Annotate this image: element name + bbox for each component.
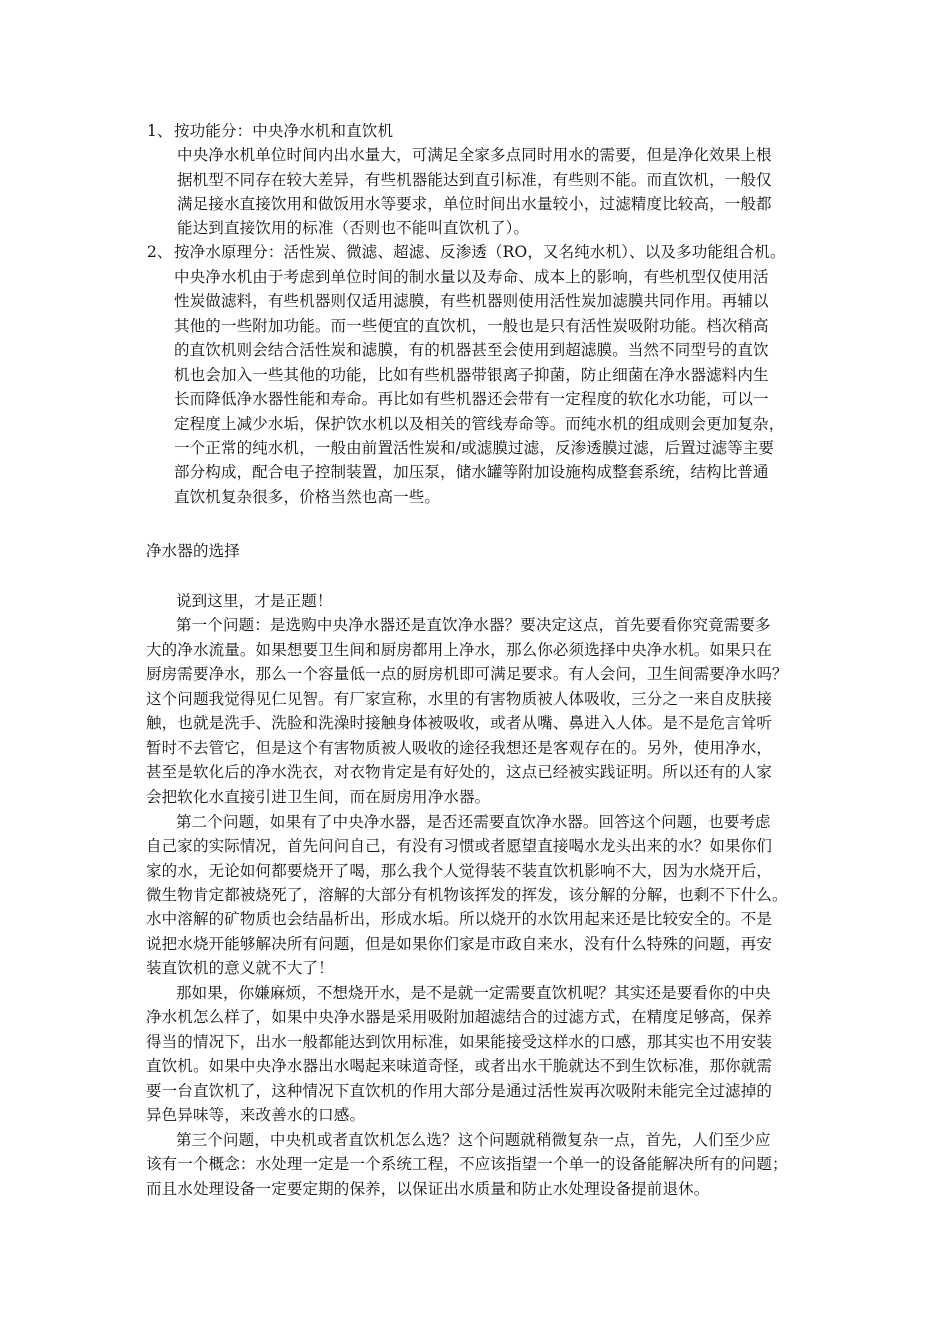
paragraph-line: 说把水烧开能够解决所有问题，但是如果你们家是市政自来水，没有什么特殊的问题，再安 — [146, 935, 773, 953]
paragraph-line: 大的净水流量。如果想要卫生间和厨房都用上净水，那么你必须选择中央净水机。如果只在 — [146, 641, 773, 659]
list-body-line: 中央净水机单位时间内出水量大，可满足全家多点同时用水的需要，但是净化效果上根 — [177, 146, 772, 164]
list-number: 1、 — [147, 122, 173, 140]
list-body-line: 满足接水直接饮用和做饭用水等要求，单位时间出水量较小，过滤精度比较高，一般都 — [177, 195, 772, 213]
paragraph-line: 第二个问题，如果有了中央净水器，是否还需要直饮净水器。回答这个问题，也要考虑 — [176, 813, 771, 831]
paragraph-line: 第一个问题：是选购中央净水器还是直饮净水器？要决定这点，首先要看你究竟需要多 — [176, 616, 771, 634]
paragraph-line: 水中溶解的矿物质也会结晶析出，形成水垢。所以烧开的水饮用起来还是比较安全的。不是 — [146, 910, 773, 928]
list-body-line: 机也会加入一些其他的功能，比如有些机器带银离子抑菌，防止细菌在净水器滤料内生 — [174, 366, 769, 384]
paragraph-line: 家的水，无论如何都要烧开了喝，那么我个人觉得装不装直饮机影响不大，因为水烧开后， — [146, 862, 773, 880]
section-title: 净水器的选择 — [146, 542, 240, 560]
paragraph-line: 净水机怎么样了，如果中央净水器是采用吸附加超滤结合的过滤方式，在精度足够高，保养 — [146, 1008, 773, 1026]
list-body-line: 能达到直接饮用的标准（否则也不能叫直饮机了）。 — [177, 219, 530, 237]
paragraph-line: 甚至是软化后的净水洗衣，对衣物肯定是有好处的，这点已经被实践证明。所以还有的人家 — [146, 763, 773, 781]
paragraph-line: 装直饮机的意义就不大了！ — [146, 959, 334, 977]
paragraph-line: 暂时不去管它，但是这个有害物质被人吸收的途径我想还是客观存在的。另外，使用净水， — [146, 739, 773, 757]
paragraph-line: 要一台直饮机了，这种情况下直饮机的作用大部分是通过活性炭再次吸附未能完全过滤掉的 — [146, 1082, 773, 1100]
paragraph-line: 直饮机。如果中央净水器出水喝起来味道奇怪，或者出水干脆就达不到生饮标准，那你就需 — [146, 1057, 773, 1075]
list-body-line: 一个正常的纯水机，一般由前置活性炭和/或滤膜过滤，反渗透膜过滤，后置过滤等主要 — [174, 439, 775, 457]
list-body-line: 性炭做滤料，有些机器则仅适用滤膜，有些机器则使用活性炭加滤膜共同作用。再辅以 — [174, 292, 769, 310]
paragraph-line: 说到这里，才是正题！ — [176, 592, 333, 610]
paragraph-line: 得当的情况下，出水一般都能达到饮用标准，如果能接受这样水的口感，那其实也不用安装 — [146, 1033, 773, 1051]
paragraph-line: 第三个问题，中央机或者直饮机怎么选？这个问题就稍微复杂一点，首先，人们至少应 — [176, 1131, 771, 1149]
paragraph-line: 该有一个概念：水处理一定是一个系统工程，不应该指望一个单一的设备能解决所有的问题； — [146, 1155, 788, 1173]
paragraph-line: 这个问题我觉得见仁见智。有厂家宣称，水里的有害物质被人体吸收，三分之一来自皮肤接 — [146, 690, 773, 708]
paragraph-line: 而且水处理设备一定要定期的保养，以保证出水质量和防止水处理设备提前退休。 — [146, 1180, 710, 1198]
list-body-line: 直饮机复杂很多，价格当然也高一些。 — [174, 488, 441, 506]
list-heading: 按功能分：中央净水机和直饮机 — [174, 122, 394, 140]
list-body-line: 的直饮机则会结合活性炭和滤膜，有的机器甚至会使用到超滤膜。当然不同型号的直饮 — [174, 341, 769, 359]
list-body-line: 据机型不同存在较大差异，有些机器能达到直引标准，有些则不能。而直饮机，一般仅 — [177, 171, 772, 189]
paragraph-line: 触，也就是洗手、洗脸和洗澡时接触身体被吸收，或者从嘴、鼻进入人体。是不是危言耸听 — [146, 714, 773, 732]
list-number: 2、 — [147, 243, 173, 261]
list-heading: 按净水原理分：活性炭、微滤、超滤、反渗透（RO，又名纯水机）、以及多功能组合机。 — [174, 243, 786, 261]
paragraph-line: 会把软化水直接引进卫生间，而在厨房用净水器。 — [146, 788, 491, 806]
list-body-line: 中央净水机由于考虑到单位时间的制水量以及寿命、成本上的影响，有些机型仅使用活 — [174, 268, 769, 286]
paragraph-line: 那如果，你嫌麻烦，不想烧开水，是不是就一定需要直饮机呢？其实还是要看你的中央 — [176, 984, 771, 1002]
list-body-line: 其他的一些附加功能。而一些便宜的直饮机，一般也是只有活性炭吸附功能。档次稍高 — [174, 317, 769, 335]
list-body-line: 长而降低净水器性能和寿命。再比如有些机器还会带有一定程度的软化水功能，可以一 — [174, 390, 769, 408]
paragraph-line: 自己家的实际情况，首先问问自己，有没有习惯或者愿望直接喝水龙头出来的水？如果你们 — [146, 837, 773, 855]
paragraph-line: 厨房需要净水，那么一个容量低一点的厨房机即可满足要求。有人会问，卫生间需要净水吗？ — [146, 665, 788, 683]
list-body-line: 定程度上减少水垢，保护饮水机以及相关的管线寿命等。而纯水机的组成则会更加复杂， — [174, 415, 785, 433]
paragraph-line: 微生物肯定都被烧死了，溶解的大部分有机物该挥发的挥发，该分解的分解，也剩不下什么。 — [146, 886, 788, 904]
paragraph-line: 异色异味等，来改善水的口感。 — [146, 1106, 366, 1124]
list-body-line: 部分构成，配合电子控制装置，加压泵，储水罐等附加设施构成整套系统，结构比普通 — [174, 463, 769, 481]
